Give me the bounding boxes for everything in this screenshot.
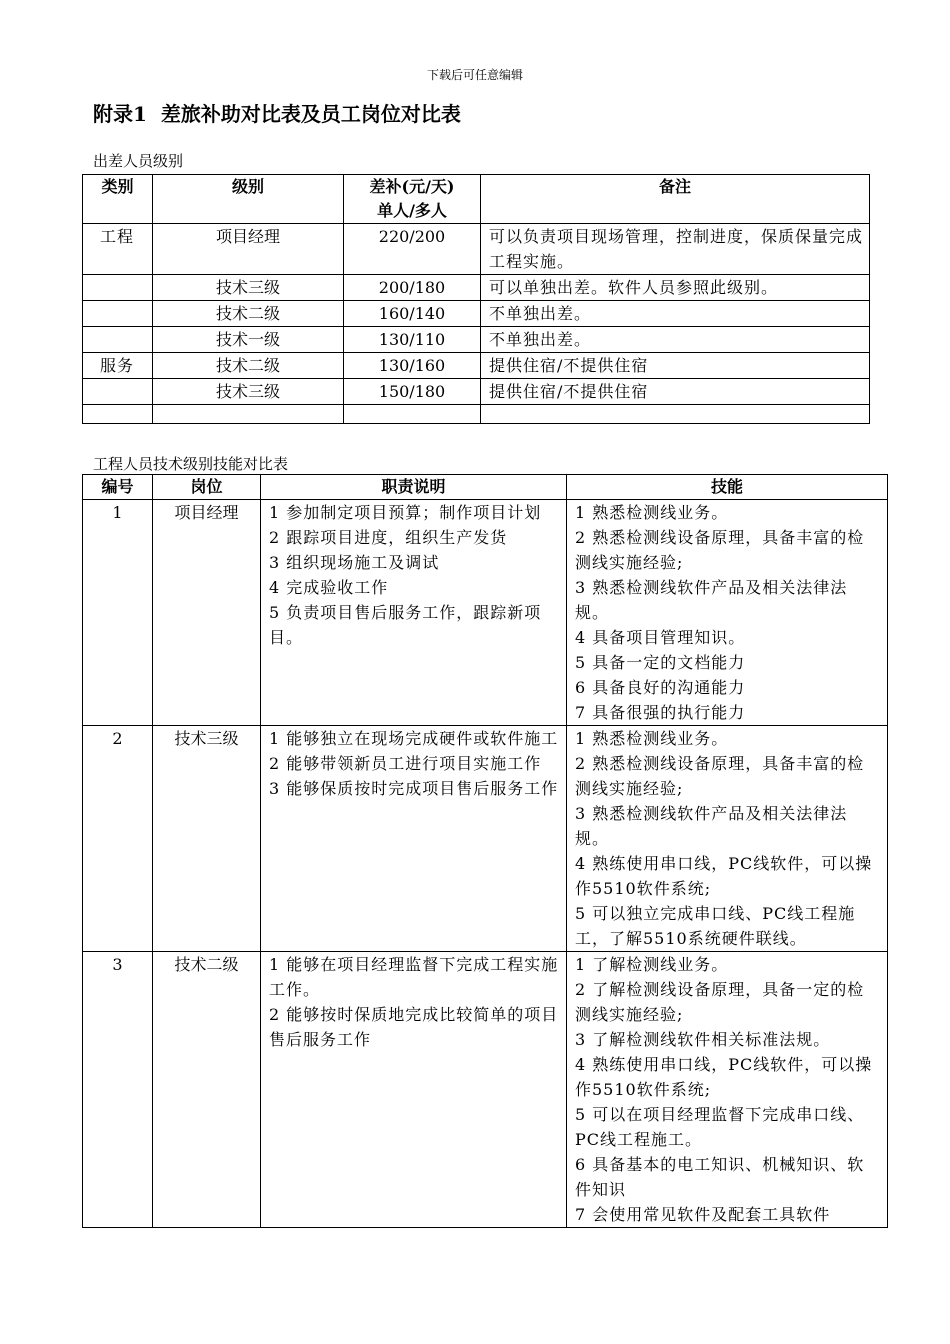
skill-item: 1 了解检测线业务。 — [575, 955, 729, 974]
skill-item: 3 了解检测线软件相关标准法规。 — [575, 1030, 831, 1049]
position-cell: 技术三级 — [153, 726, 261, 952]
table-header-row — [83, 175, 870, 224]
table-row — [83, 500, 888, 726]
header-allowance — [344, 175, 481, 224]
skill-item: 2 熟悉检测线设备原理，具备丰富的检测线实施经验; — [575, 754, 865, 798]
level-cell: 技术二级 — [153, 301, 344, 327]
appendix-number: 附录1 — [93, 102, 147, 126]
skill-item: 4 熟练使用串口线，PC线软件，可以操作5510软件系统; — [575, 854, 873, 898]
skill-item: 7 会使用常见软件及配套工具软件 — [575, 1205, 831, 1224]
skill-item: 6 具备良好的沟通能力 — [575, 678, 746, 697]
level-cell: 技术三级 — [153, 275, 344, 301]
skill-item: 2 了解检测线设备原理，具备一定的检测线实施经验; — [575, 980, 865, 1024]
category-cell — [83, 301, 153, 327]
header-remarks: 备注 — [481, 175, 870, 224]
travel-table-caption: 出差人员级别 — [93, 152, 184, 170]
category-cell: 工程 — [83, 224, 153, 275]
level-cell: 技术二级 — [153, 353, 344, 379]
header-duties: 职责说明 — [261, 475, 567, 500]
skill-item: 5 可以在项目经理监督下完成串口线、PC线工程施工。 — [575, 1105, 865, 1149]
skill-item: 6 具备基本的电工知识、机械知识、软件知识 — [575, 1155, 865, 1199]
skill-item: 4 具备项目管理知识。 — [575, 628, 746, 647]
duty-item: 2 跟踪项目进度，组织生产发货 — [269, 528, 508, 547]
header-allowance-line2: 单人/多人 — [377, 201, 447, 220]
travel-table-body — [83, 224, 870, 424]
allowance-cell: 130/160 — [344, 353, 481, 379]
skills-cell — [567, 726, 888, 952]
skill-item: 7 具备很强的执行能力 — [575, 703, 746, 722]
duty-item: 2 能够按时保质地完成比较简单的项目售后服务工作 — [269, 1005, 559, 1049]
skill-item: 1 熟悉检测线业务。 — [575, 729, 729, 748]
skills-cell — [567, 500, 888, 726]
title-text: 差旅补助对比表及员工岗位对比表 — [160, 102, 461, 126]
duty-item: 3 能够保质按时完成项目售后服务工作 — [269, 779, 559, 798]
skill-item: 4 熟练使用串口线，PC线软件，可以操作5510软件系统; — [575, 1055, 873, 1099]
header-note: 下载后可任意编辑 — [426, 68, 523, 82]
skill-item: 2 熟悉检测线设备原理，具备丰富的检测线实施经验; — [575, 528, 865, 572]
duty-item: 2 能够带领新员工进行项目实施工作 — [269, 754, 542, 773]
remarks-cell: 提供住宿/不提供住宿 — [481, 353, 870, 379]
allowance-cell: 200/180 — [344, 275, 481, 301]
level-cell — [153, 405, 344, 424]
duty-item: 1 能够在项目经理监督下完成工程实施工作。 — [269, 955, 559, 999]
duties-cell — [261, 726, 567, 952]
skills-table-body — [83, 500, 888, 1228]
remarks-cell: 可以负责项目现场管理，控制进度，保质保量完成工程实施。 — [481, 224, 870, 275]
skills-table-caption: 工程人员技术级别技能对比表 — [93, 455, 289, 473]
level-cell: 项目经理 — [153, 224, 344, 275]
remarks-cell: 不单独出差。 — [481, 327, 870, 353]
header-allowance-line1: 差补(元/天) — [369, 177, 455, 196]
allowance-cell: 130/110 — [344, 327, 481, 353]
header-position: 岗位 — [153, 475, 261, 500]
table-row — [83, 379, 870, 405]
duty-item: 1 能够独立在现场完成硬件或软件施工 — [269, 729, 559, 748]
position-cell: 项目经理 — [153, 500, 261, 726]
table-row — [83, 275, 870, 301]
allowance-cell: 160/140 — [344, 301, 481, 327]
header-level: 级别 — [153, 175, 344, 224]
allowance-cell — [344, 405, 481, 424]
table-header-row — [83, 475, 888, 500]
skill-item: 3 熟悉检测线软件产品及相关法律法规。 — [575, 578, 848, 622]
duties-cell — [261, 500, 567, 726]
skill-item: 5 具备一定的文档能力 — [575, 653, 746, 672]
skill-item: 5 可以独立完成串口线、PC线工程施工，了解5510系统硬件联线。 — [575, 904, 856, 948]
category-cell: 服务 — [83, 353, 153, 379]
header-skills: 技能 — [567, 475, 888, 500]
category-cell — [83, 275, 153, 301]
number-cell: 3 — [83, 952, 153, 1228]
skills-cell — [567, 952, 888, 1228]
remarks-cell: 可以单独出差。软件人员参照此级别。 — [481, 275, 870, 301]
allowance-cell: 150/180 — [344, 379, 481, 405]
page-title — [93, 98, 461, 127]
position-cell: 技术二级 — [153, 952, 261, 1228]
table-row — [83, 726, 888, 952]
table-row — [83, 405, 870, 424]
table-row — [83, 353, 870, 379]
header-number: 编号 — [83, 475, 153, 500]
duty-item: 3 组织现场施工及调试 — [269, 553, 440, 572]
duty-item: 4 完成验收工作 — [269, 578, 389, 597]
skill-item: 3 熟悉检测线软件产品及相关法律法规。 — [575, 804, 848, 848]
category-cell — [83, 405, 153, 424]
table-row — [83, 327, 870, 353]
skill-item: 1 熟悉检测线业务。 — [575, 503, 729, 522]
allowance-cell: 220/200 — [344, 224, 481, 275]
category-cell — [83, 327, 153, 353]
number-cell: 2 — [83, 726, 153, 952]
skills-comparison-table — [82, 474, 888, 1228]
number-cell: 1 — [83, 500, 153, 726]
table-row — [83, 224, 870, 275]
category-cell — [83, 379, 153, 405]
level-cell: 技术一级 — [153, 327, 344, 353]
remarks-cell — [481, 405, 870, 424]
table-row — [83, 952, 888, 1228]
duty-item: 1 参加制定项目预算；制作项目计划 — [269, 503, 542, 522]
level-cell: 技术三级 — [153, 379, 344, 405]
remarks-cell: 提供住宿/不提供住宿 — [481, 379, 870, 405]
remarks-cell: 不单独出差。 — [481, 301, 870, 327]
duty-item: 5 负责项目售后服务工作，跟踪新项目。 — [269, 603, 542, 647]
travel-allowance-table — [82, 174, 870, 424]
table-row — [83, 301, 870, 327]
duties-cell — [261, 952, 567, 1228]
header-category: 类别 — [83, 175, 153, 224]
